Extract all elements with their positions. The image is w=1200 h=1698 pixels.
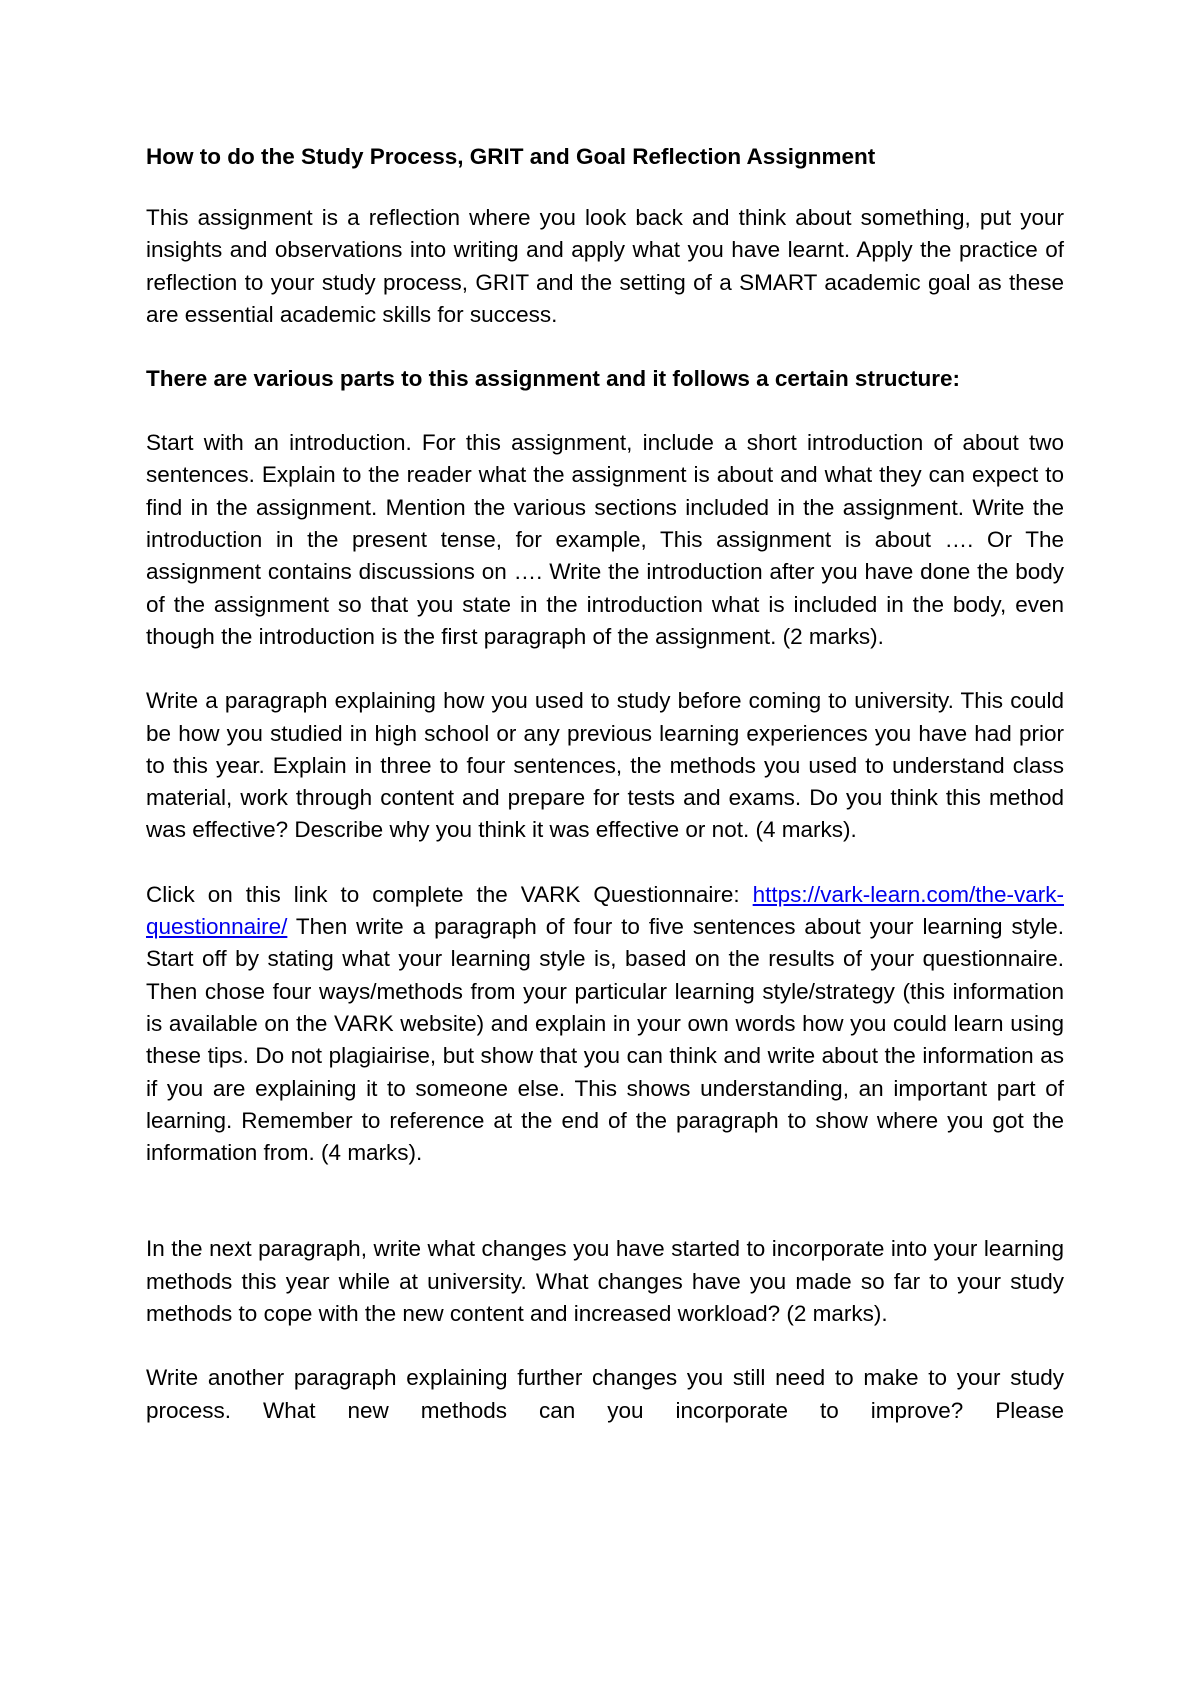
vark-paragraph	[146, 879, 1064, 1170]
structure-heading: There are various parts to this assignment and it follows a certain structure:	[146, 366, 960, 392]
vark-text-before: Click on this link to complete the VARK Questionnaire:	[146, 881, 753, 907]
changes-paragraph: In the next paragraph, write what changes you have started to incorporate into your learning methods this year while at university. What changes have you made so far to your study methods to cope with the new content and increased workload? (2 marks).	[146, 1236, 1064, 1327]
vark-questionnaire-link[interactable]: https://vark-learn.com/the-vark-questionnaire/	[146, 881, 1064, 940]
intro-paragraph: This assignment is a reflection where you look back and think about something, put your insights and observations into writing and apply what you have learnt. Apply the practice of reflection to your study process, GRIT and the setting of a SMART academic goal as these are essential academic skills for success.	[146, 205, 1064, 327]
document-page	[146, 141, 1064, 1427]
vark-text-after: Then write a paragraph of four to five sentences about your learning style. Start off by stating what your learning style is, based on the results of your questionnaire. Then chose four ways/methods from your particular learning style/strategy (this information is available on the VARK website) and explain in your own words how you could learn using these tips. Do not plagiairise, but show that you can think and write about the information as if you are explaining it to someone else. This shows understanding, an important part of learning. Remember to reference at the end of the paragraph to show where you got the information from. (4 marks).	[146, 914, 1064, 1166]
introduction-instructions-paragraph: Start with an introduction. For this assignment, include a short introduction of about two sentences. Explain to the reader what the assignment is about and what they can expect to find in the assignment. Mention the various sections included in the assignment. Write the introduction in the present tense, for example, This assignment is about …. Or The assignment contains discussions on …. Write the introduction after you have done the body of the assignment so that you state in the introduction what is included in the body, even though the introduction is the first paragraph of the assignment. (2 marks).	[146, 430, 1064, 649]
previous-study-paragraph: Write a paragraph explaining how you used to study before coming to university. This could be how you studied in high school or any previous learning experiences you have had prior to this year. Explain in three to four sentences, the methods you used to understand class material, work through content and prepare for tests and exams. Do you think this method was effective? Describe why you think it was effective or not. (4 marks).	[146, 688, 1064, 843]
document-title: How to do the Study Process, GRIT and Goal Reflection Assignment	[146, 144, 876, 169]
further-changes-paragraph: Write another paragraph explaining further changes you still need to make to your study process. What new methods can you incorporate to improve? Please	[146, 1365, 1064, 1423]
